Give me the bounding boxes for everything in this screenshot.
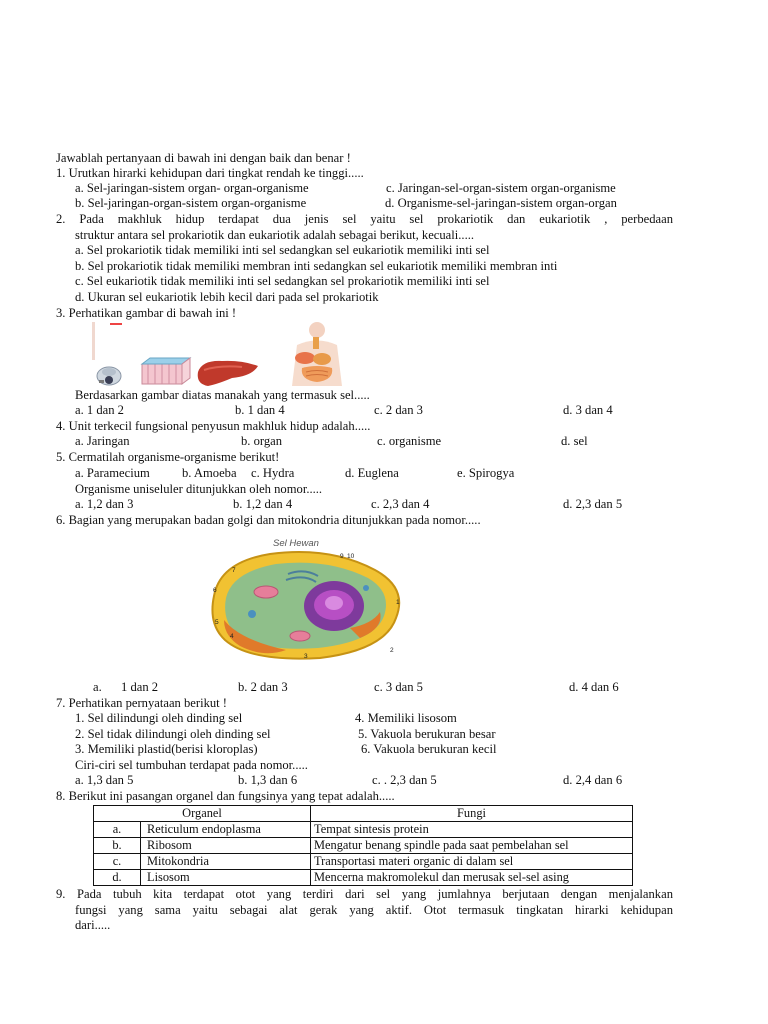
q9-line3: dari..... — [75, 918, 111, 932]
q3-option-c: c. 2 dan 3 — [374, 403, 423, 417]
table-row — [94, 838, 633, 854]
row-organel: Reticulum endoplasma — [141, 822, 311, 838]
animal-cell-figure — [200, 532, 410, 667]
q3-option-a: a. 1 dan 2 — [75, 403, 124, 417]
label-4: 4 — [230, 633, 234, 640]
header-fungi: Fungi — [311, 806, 633, 822]
q4-option-c: c. organisme — [377, 434, 442, 448]
q7-question: Ciri-ciri sel tumbuhan terdapat pada nomor..... — [75, 758, 308, 772]
q2-stem-line2: struktur antara sel prokariotik dan eukariotik adalah sebagai berikut, kecuali..... — [75, 228, 475, 242]
q5-list-e: e. Spirogya — [457, 466, 515, 480]
q4-option-a: a. Jaringan — [75, 434, 130, 448]
table-row — [94, 854, 633, 870]
q5-list-d: d. Euglena — [345, 466, 399, 480]
q3-stem: 3. Perhatikan gambar di bawah ini ! — [56, 306, 237, 320]
vesicle-2 — [363, 585, 369, 591]
q1-option-d: d. Organisme-sel-jaringan-sistem organ-organ — [385, 196, 617, 210]
label-3: 3 — [304, 653, 308, 660]
label-1: 1 — [396, 599, 400, 606]
q9-line2: fungsi yang sama yaitu sebagai alat gerak yang aktif. Otot termasuk tingkatan hirarki kehidupan — [75, 903, 673, 917]
q7-option-c: c. . 2,3 dan 5 — [372, 773, 437, 787]
q5-option-d: d. 2,3 dan 5 — [563, 497, 623, 511]
q7-option-a: a. 1,3 dan 5 — [75, 773, 134, 787]
vesicle — [248, 610, 256, 618]
label-7: 7 — [232, 567, 236, 574]
q5-option-a: a. 1,2 dan 3 — [75, 497, 134, 511]
label-5: 5 — [215, 619, 219, 626]
row-fungsi: Mencerna makromolekul dan merusak sel-sel asing — [311, 870, 633, 886]
table-row — [94, 822, 633, 838]
q7-statement-4: 4. Memiliki lisosom — [355, 711, 457, 725]
label-9: 9 — [340, 553, 344, 560]
q5-list-a: a. Paramecium — [75, 466, 150, 480]
row-organel: Mitokondria — [141, 854, 311, 870]
q7-option-d: d. 2,4 dan 6 — [563, 773, 623, 787]
nucleolus — [325, 596, 343, 610]
q1-option-a: a. Sel-jaringan-sistem organ- organ-organisme — [75, 181, 309, 195]
q3-option-b: b. 1 dan 4 — [235, 403, 285, 417]
mitochondrion-2 — [290, 631, 310, 641]
row-letter: d. — [94, 870, 141, 886]
q8-stem: 8. Berikut ini pasangan organel dan fungsinya yang tepat adalah..... — [56, 789, 395, 803]
mitochondrion — [254, 586, 278, 598]
q5-list-b: b. Amoeba — [182, 466, 237, 480]
q7-option-b: b. 1,3 dan 6 — [238, 773, 298, 787]
q3-option-d: d. 3 dan 4 — [563, 403, 613, 417]
q5-option-c: c. 2,3 dan 4 — [371, 497, 430, 511]
q5-question: Organisme uniseluler ditunjukkan oleh nomor..... — [75, 482, 323, 496]
row-letter: b. — [94, 838, 141, 854]
red-mark — [110, 323, 122, 325]
row-organel: Ribosom — [141, 838, 311, 854]
q6-option-d: d. 4 dan 6 — [569, 680, 619, 694]
liver-image — [198, 361, 258, 386]
q7-statement-6: 6. Vakuola berukuran kecil — [361, 742, 497, 756]
q5-list-c: c. Hydra — [251, 466, 295, 480]
image-strip — [92, 322, 95, 360]
header-organel: Organel — [94, 806, 311, 822]
q6-option-a: 1 dan 2 — [121, 680, 159, 694]
q4-option-b: b. organ — [241, 434, 283, 448]
cell-image — [97, 367, 121, 385]
q2-option-b: b. Sel prokariotik tidak memiliki membran inti sedangkan sel eukariotik memiliki membran inti — [75, 259, 558, 273]
row-letter: c. — [94, 854, 141, 870]
organel-table — [93, 805, 633, 886]
q5-option-b: b. 1,2 dan 4 — [233, 497, 293, 511]
q1-stem: 1. Urutkan hirarki kehidupan dari tingkat rendah ke tinggi..... — [56, 166, 364, 180]
label-6: 6 — [213, 587, 217, 594]
q3-images — [92, 320, 352, 390]
q6-stem: 6. Bagian yang merupakan badan golgi dan mitokondria ditunjukkan pada nomor..... — [56, 513, 481, 527]
q2-stem-line1: 2. Pada makhluk hidup terdapat dua jenis sel yaitu sel prokariotik dan eukariotik , perbedaan — [56, 212, 673, 226]
q7-stem: 7. Perhatikan pernyataan berikut ! — [56, 696, 227, 710]
row-letter: a. — [94, 822, 141, 838]
q6-option-b: b. 2 dan 3 — [238, 680, 288, 694]
q3-question: Berdasarkan gambar diatas manakah yang termasuk sel..... — [75, 388, 370, 402]
q2-option-a: a. Sel prokariotik tidak memiliki inti sel sedangkan sel eukariotik memiliki inti sel — [75, 243, 490, 257]
table-header-row — [94, 806, 633, 822]
q7-statement-5: 5. Vakuola berukuran besar — [358, 727, 496, 741]
q9-line1: 9. Pada tubuh kita terdapat otot yang terdiri dari sel yang jumlahnya berjutaan dengan menjalankan — [56, 887, 673, 901]
row-fungsi: Mengatur benang spindle pada saat pembelahan sel — [311, 838, 633, 854]
row-fungsi: Tempat sintesis protein — [311, 822, 633, 838]
q2-option-c: c. Sel eukariotik tidak memiliki inti sel sedangkan sel prokariotik memiliki inti sel — [75, 274, 490, 288]
table-row — [94, 870, 633, 886]
q2-option-d: d. Ukuran sel eukariotik lebih kecil dari pada sel prokariotik — [75, 290, 379, 304]
row-fungsi: Transportasi materi organic di dalam sel — [311, 854, 633, 870]
q7-statement-3: 3. Memiliki plastid(berisi kloroplas) — [75, 742, 258, 756]
tissue-image — [142, 358, 190, 384]
instructions: Jawablah pertanyaan di bawah ini dengan baik dan benar ! — [56, 151, 351, 165]
q6-option-a-letter: a. — [93, 680, 102, 694]
q5-stem: 5. Cermatilah organisme-organisme berikut! — [56, 450, 280, 464]
q1-option-b: b. Sel-jaringan-organ-sistem organ-organisme — [75, 196, 307, 210]
q6-option-c: c. 3 dan 5 — [374, 680, 423, 694]
label-10: 10 — [347, 553, 355, 560]
q4-option-d: d. sel — [561, 434, 588, 448]
digestive-system-image — [292, 322, 342, 386]
q7-statement-2: 2. Sel tidak dilindungi oleh dinding sel — [75, 727, 271, 741]
figure-title: Sel Hewan — [273, 538, 319, 549]
q4-stem: 4. Unit terkecil fungsional penyusun makhluk hidup adalah..... — [56, 419, 371, 433]
q1-option-c: c. Jaringan-sel-organ-sistem organ-organisme — [386, 181, 616, 195]
q7-statement-1: 1. Sel dilindungi oleh dinding sel — [75, 711, 243, 725]
label-2: 2 — [390, 647, 394, 654]
row-organel: Lisosom — [141, 870, 311, 886]
